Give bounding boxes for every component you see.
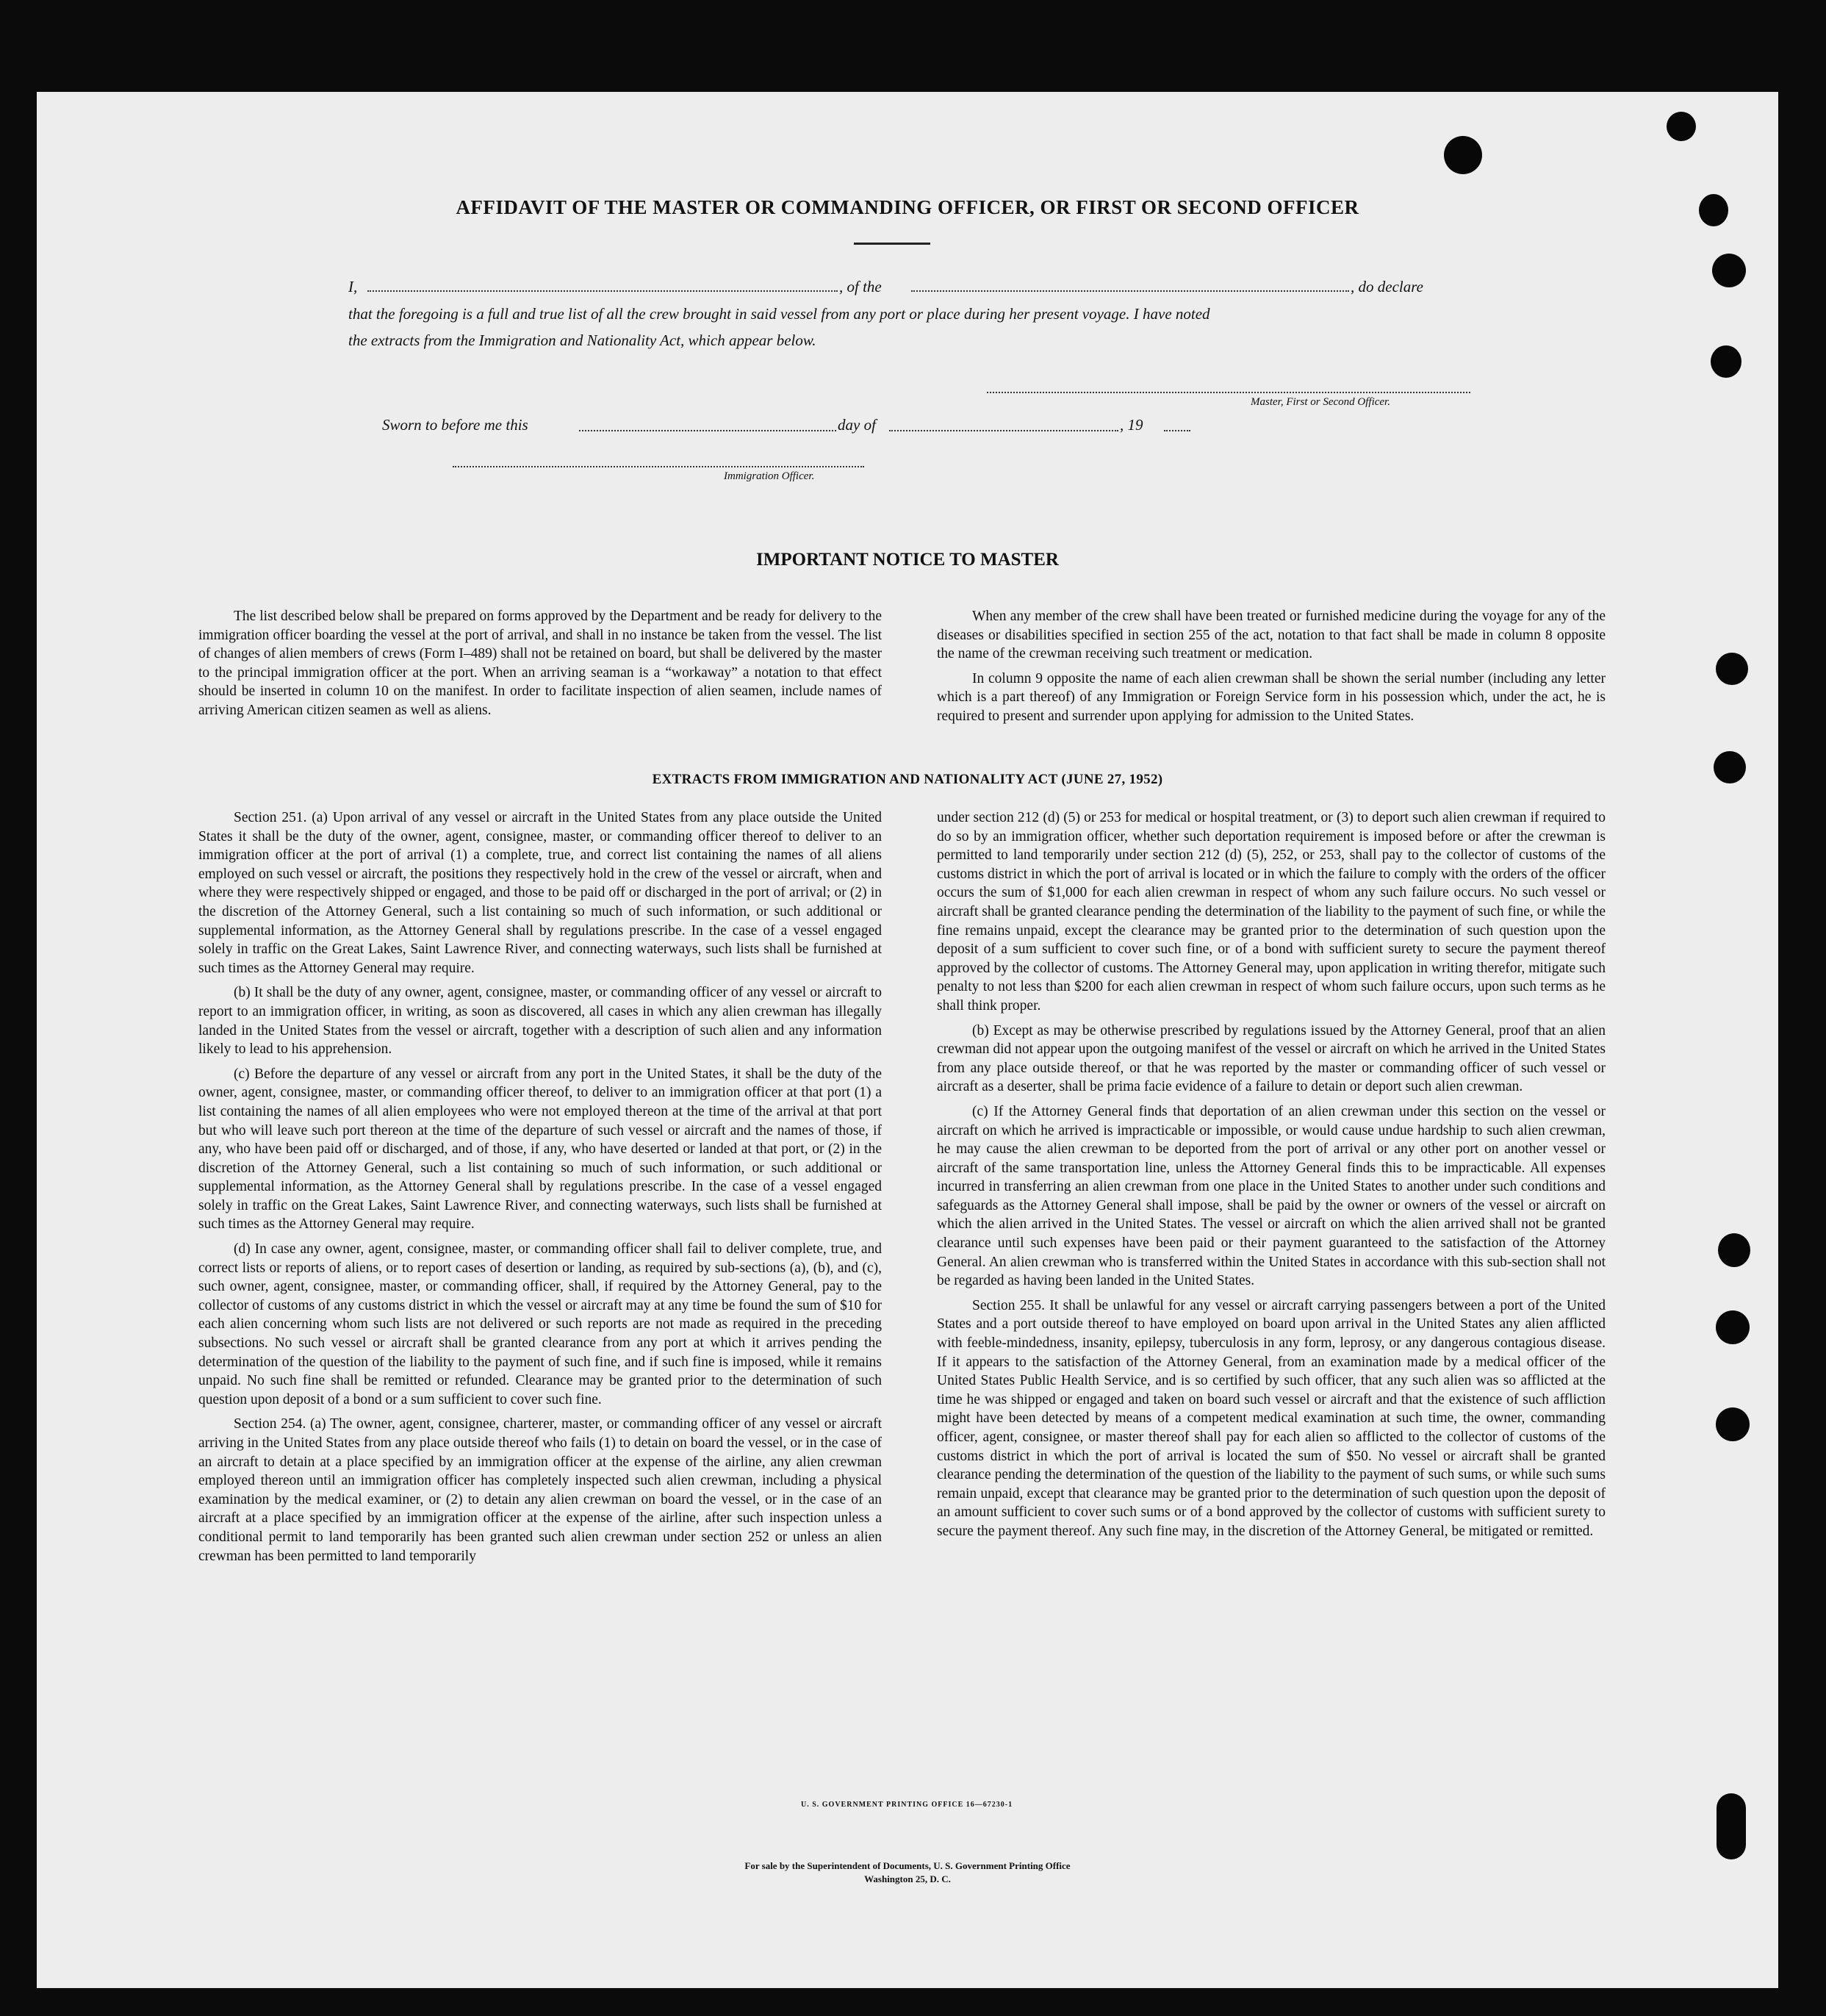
gpo-imprint: U. S. GOVERNMENT PRINTING OFFICE 16—67230-1 [801, 1801, 1013, 1809]
affidavit-of-the: , of the [839, 278, 882, 295]
extracts-right-column [937, 808, 1606, 1547]
vessel-field[interactable] [911, 290, 1349, 292]
sworn-year-field[interactable] [1164, 430, 1190, 431]
notice-left-column [198, 607, 882, 726]
extract-left-paragraph: Section 254. (a) The owner, agent, consignee, charterer, master, or commanding officer of any vessel or aircraft arriving in the United States from any place outside thereof who fails (1) to detain on board the vessel, or in the case of an aircraft to detain at a place specified by an immigration officer at the expense of the airline, any alien crewman employed thereon until an immigration officer has completely inspected such alien crewman, including a physical examination by the medical examiner, or (2) to detain any alien crewman on board the vessel, or in the case of an aircraft at a place specified by an immigration officer at the expense of the airline, after such inspection unless a conditional permit to land temporarily has been granted such alien crewman under section 252 or unless an alien crewman has been permitted to land temporarily [198, 1416, 882, 1564]
punch-hole [1699, 194, 1728, 226]
notice-title: IMPORTANT NOTICE TO MASTER [756, 550, 1059, 570]
affidavit-i: I, [348, 278, 358, 295]
sworn-day-of: day of [838, 416, 876, 434]
extracts-left-column [198, 808, 882, 1571]
punch-hole [1444, 136, 1482, 174]
sworn-day-field[interactable] [579, 430, 836, 431]
punch-hole [1711, 345, 1741, 378]
extract-left-paragraph: Section 251. (a) Upon arrival of any vessel or aircraft in the United States from any place outside the United States it shall be the duty of the owner, agent, consignee, master, or commanding officer thereof to deliver to an immigration officer at the port of arrival (1) a complete, true, and correct list containing the names of all aliens employed on such vessel or aircraft, the positions they respectively hold in the crew of the vessel or aircraft, when and where they were respectively shipped or engaged, and those to be paid off or discharged in the port of arrival; or (2) in the discretion of the Attorney General, such a list containing so much of such information, or such additional or supplemental information, as the Attorney General shall by regulations prescribe. In the case of a vessel engaged solely in traffic on the Great Lakes, Saint Lawrence River, and connecting waterways, such lists shall be furnished at such times as the Attorney General may require. [198, 810, 882, 976]
sworn-year: , 19 [1120, 416, 1143, 434]
notice-left-paragraph: The list described below shall be prepared on forms approved by the Department and be ready for delivery to the immigration officer boarding the vessel at the port of arrival, and shall in no instance be taken from the vessel. The list of changes of alien members of crews (Form I–489) shall not be retained on board, but shall be delivered by the master to the principal immigration officer at the port. When an arriving seaman is a “workaway” a notation to that effect should be inserted in column 10 on the manifest. In order to facilitate inspection of alien seamen, include names of arriving American citizen seamen as well as aliens. [198, 609, 882, 718]
punch-hole [1718, 1233, 1750, 1267]
punch-hole [1716, 1407, 1750, 1441]
name-field[interactable] [367, 290, 838, 292]
affidavit-line-2: that the foregoing is a full and true list of all the crew brought in said vessel from any port or place during her present voyage. I have noted [348, 305, 1210, 323]
extract-right-paragraph: under section 212 (d) (5) or 253 for medical or hospital treatment, or (3) to deport such alien crewman if required to do so by an immigration officer, whether such deportation requirement is imposed before or after the crewman is permitted to land temporarily under section 212 (d) (5), 252, or 253, shall pay to the collector of customs of the customs district in which the port of arrival is located or in which the failure to comply with the orders of the officer occurs the sum of $1,000 for each alien crewman in respect of whom any such failure occurs. No such vessel or aircraft shall be granted clearance pending the determination of the liability to the payment of such fine, or while the fine remains unpaid, except the clearance may be granted prior to the determination of such question upon the deposit of a sum sufficient to cover such fine, or of a bond with sufficient surety to secure the payment thereof approved by the collector of customs. The Attorney General may, upon application in writing therefor, mitigate such penalty to not less than $200 for each alien crewman in respect of whom such failure occurs, upon such terms as he shall think proper. [937, 810, 1606, 1014]
sale-line-2: Washington 25, D. C. [864, 1873, 951, 1884]
punch-hole [1714, 751, 1746, 783]
extract-right-paragraph: Section 255. It shall be unlawful for any vessel or aircraft carrying passengers between a port of the United States and a port outside thereof to have employed on board upon arrival in the United States any alien afflicted with feeble-mindedness, insanity, epilepsy, tuberculosis in any form, leprosy, or any dangerous contagious disease. If it appears to the satisfaction of the Attorney General, from an examination made by a medical officer of the United States Public Health Service, and is so certified by such officer, that any such alien was so afflicted at the time he was shipped or engaged and taken on board such vessel or aircraft and that the existence of such affliction might have been detected by means of a competent medical examination at such time, the owner, commanding officer, agent, consignee, or master thereof shall pay for each alien so afflicted to the collector of customs of the customs district in which the port of arrival is located the sum of $50. No vessel or aircraft shall be granted clearance pending the determination of the question of the liability to the payment of such sums, or while such sums remain unpaid, except that clearance may be granted prior to the determination of such question upon the deposit of an amount sufficient to cover such sums or of a bond approved by the collector of customs with sufficient surety to secure the payment thereof. Any such fine may, in the discretion of the Attorney General, be mitigated or remitted. [937, 1297, 1606, 1539]
extract-right-paragraph: (b) Except as may be otherwise prescribed by regulations issued by the Attorney General, proof that an alien crewman did not appear upon the outgoing manifest of the vessel or aircraft on which he arrived in the United States from any place outside thereof, or that he was reported by the master or commanding officer of such vessel or aircraft as a deserter, shall be prima facie evidence of a failure to detain or deport such alien crewman. [937, 1022, 1606, 1095]
punch-hole [1716, 653, 1748, 685]
master-signature-label: Master, First or Second Officer. [1251, 396, 1390, 408]
extracts-title: EXTRACTS FROM IMMIGRATION AND NATIONALITY ACT (JUNE 27, 1952) [652, 772, 1163, 787]
punch-hole [1717, 1793, 1746, 1859]
extract-left-paragraph: (d) In case any owner, agent, consignee, master, or commanding officer shall fail to deliver complete, true, and correct lists or reports of aliens, or to report cases of desertion or landing, as required by sub-sections (a), (b), and (c), such owner, agent, consignee, master, or commanding officer, shall, if required by the Attorney General, pay to the collector of customs of any customs district in which the vessel or aircraft may at any time be found the sum of $10 for each alien concerning whom such lists are not delivered or such reports are not made as required in the preceding subsections. No such vessel or aircraft shall be granted clearance from any port at which it arrives pending the determination of the question of the liability to the payment of such fine, and if such fine is imposed, while it remains unpaid. No such fine shall be remitted or refunded. Clearance may be granted prior to the determination of such question upon deposit of a bond or a sum sufficient to cover such fine. [198, 1241, 882, 1407]
extract-left-paragraph: (c) Before the departure of any vessel or aircraft from any port in the United States, it shall be the duty of the owner, agent, consignee, master, or commanding officer thereof, to deliver to an immigration officer at that port (1) a list containing the names of all alien employees who were not employed thereon at the time of the arrival at that port but who will leave such port thereon at the time of the departure of such vessel or aircraft and the names of those, if any, who have been paid off or discharged, and of those, if any, who have deserted or landed at that port, or (2) in the discretion of the Attorney General, such a list containing so much of such information, or such additional or supplemental information, as the Attorney General shall by regulations prescribe. In the case of a vessel engaged solely in traffic on the Great Lakes, Saint Lawrence River, and connecting waterways, such lists shall be furnished at such times as the Attorney General may require. [198, 1066, 882, 1233]
punch-hole [1716, 1310, 1750, 1344]
officer-signature-label: Immigration Officer. [724, 470, 815, 482]
extract-right-paragraph: (c) If the Attorney General finds that deportation of an alien crewman under this section on the vessel or aircraft on which he arrived is impracticable or impossible, or would cause undue hardship to such alien crewman, he may cause the alien crewman to be deported from the port of arrival or any other port on another vessel or aircraft of the same transportation line, unless the Attorney General finds this to be impracticable. All expenses incurred in transferring an alien crewman from one place in the United States to another under such conditions and safeguards as the Attorney General shall impose, shall be paid by the owner or owners of the vessel or aircraft on which the alien arrived in the United States. The vessel or aircraft on which the alien arrived shall not be granted clearance until such expenses have been paid or their payment guaranteed to the satisfaction of the Attorney General. An alien crewman who is transferred within the United States in accordance with this sub-section shall not be regarded as having been landed in the United States. [937, 1103, 1606, 1289]
sworn-month-field[interactable] [889, 430, 1118, 431]
extract-left-paragraph: (b) It shall be the duty of any owner, agent, consignee, master, or commanding officer of any vessel or aircraft to report to an immigration officer, in writing, as soon as discovered, all cases in which any alien crewman has illegally landed in the United States from the vessel or aircraft, together with a description of such alien and any information likely to lead to his apprehension. [198, 985, 882, 1058]
sworn-text: Sworn to before me this [382, 416, 528, 434]
affidavit-do-declare: , do declare [1351, 278, 1423, 295]
sale-notice [540, 1859, 1275, 1886]
punch-hole [1712, 254, 1746, 287]
punch-hole [1667, 112, 1696, 141]
title-underline [854, 243, 930, 245]
notice-right-paragraph-2: In column 9 opposite the name of each alien crewman shall be shown the serial number (including any letter which is a part thereof) of any Immigration or Foreign Service form in his possession which, under the act, he is required to present and surrender upon applying for admission to the United States. [937, 670, 1606, 724]
document-page [37, 92, 1778, 1988]
notice-right-paragraph-1: When any member of the crew shall have been treated or furnished medicine during the voyage for any of the diseases or disabilities specified in section 255 of the act, notation to that fact shall be made in column 8 opposite the name of the crewman receiving such treatment or medication. [937, 609, 1606, 662]
affidavit-line-3: the extracts from the Immigration and Nationality Act, which appear below. [348, 331, 816, 349]
affidavit-title: AFFIDAVIT OF THE MASTER OR COMMANDING OFFICER, OR FIRST OR SECOND OFFICER [456, 196, 1359, 218]
notice-right-column [937, 607, 1606, 732]
master-signature-field[interactable] [987, 392, 1470, 393]
officer-signature-field[interactable] [453, 466, 864, 467]
sale-line-1: For sale by the Superintendent of Documents, U. S. Government Printing Office [744, 1860, 1071, 1871]
